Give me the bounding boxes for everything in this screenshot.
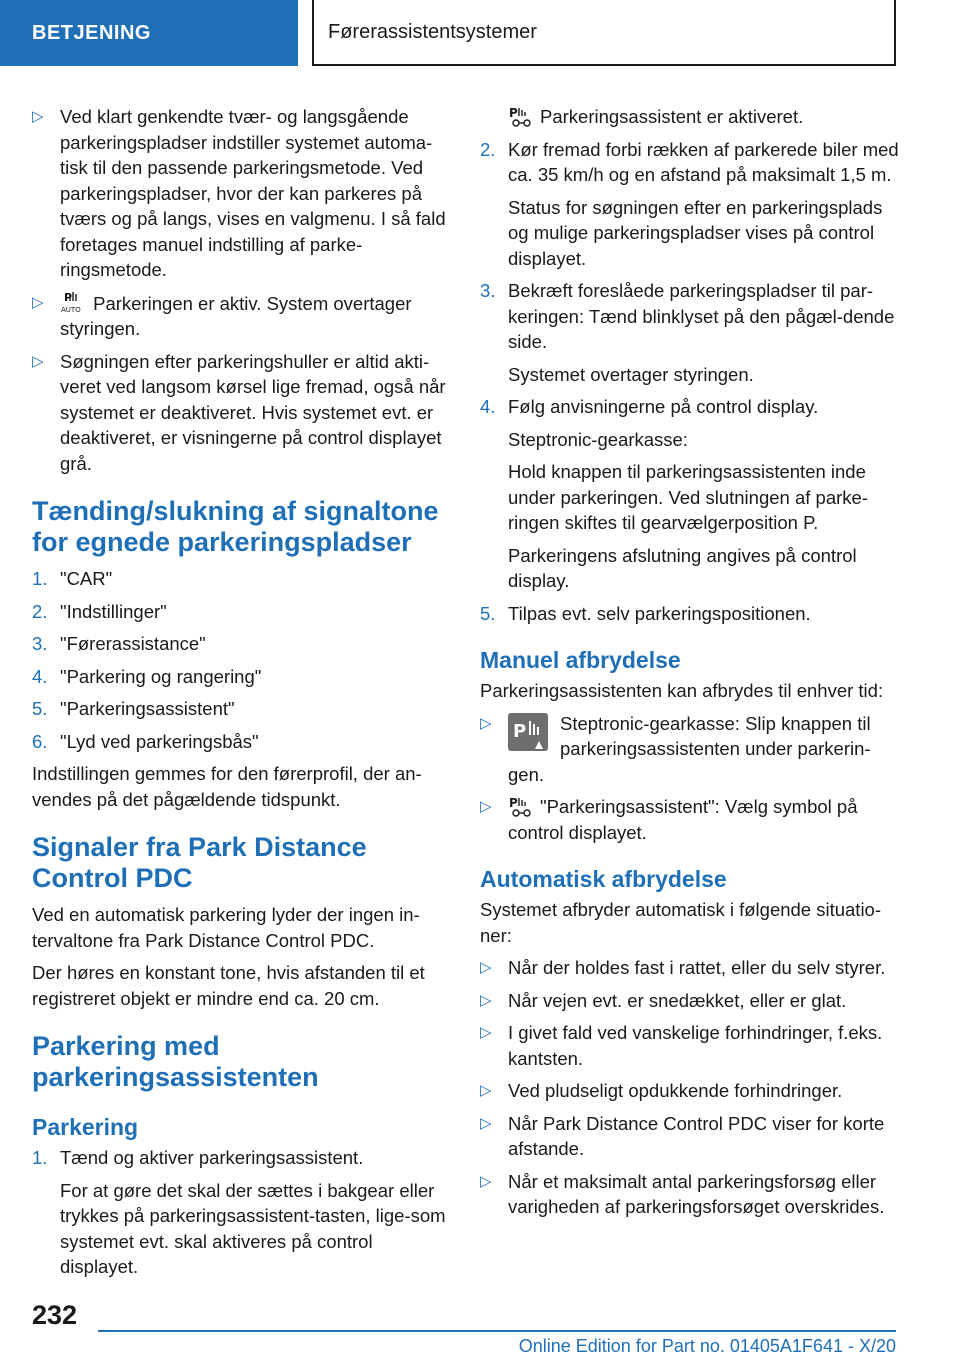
step-detail: Status for søgningen efter en parkeringsplads og mulige parkeringspladser vises på control displayet. [508, 196, 883, 269]
bullet-marker: ▷ [32, 352, 44, 370]
list-item [480, 1078, 900, 1104]
step-item [480, 394, 900, 420]
bullet-marker: ▷ [480, 714, 492, 732]
signal-note: Indstillingen gemmes for den førerprofil, der an-vendes på det pågældende tidspunkt. [32, 763, 422, 810]
step-detail: Parkeringens afslutning angives på control display. [508, 544, 857, 591]
parking-auto-icon [60, 290, 82, 314]
bullet-marker: ▷ [480, 1114, 492, 1132]
step-number: 6. [32, 730, 48, 752]
list-item [480, 1020, 900, 1071]
step-number: 1. [32, 1147, 48, 1168]
step-text: "Parkering og rangering" [60, 665, 262, 687]
step-text: Tænd og aktiver parkeringsassistent. [60, 1147, 364, 1168]
svg-text:P: P [509, 106, 518, 120]
bullet-text: Søgningen efter parkeringshuller er altid akti-veret ved langsom kørsel lige fremad, også når systemet er deaktiveret. Hvis systemet evt. er deaktiveret, er visningerne på control displayet grå. [60, 350, 446, 474]
step-number: 5. [480, 602, 496, 624]
bullet-text: Når Park Distance Control PDC viser for korte afstande. [508, 1112, 885, 1159]
manual-intro: Parkeringsassistenten kan afbrydes til enhver tid: [480, 680, 884, 701]
bullet-marker: ▷ [480, 798, 492, 815]
step-detail: For at gøre det skal der sættes i bakgear eller trykkes på parkeringsassistent-tasten, lige-som systemet evt. skal aktiveres på control displayet. [60, 1179, 446, 1277]
list-item [32, 104, 450, 283]
bullet-text-tail: gen. [508, 763, 545, 785]
section-tab [0, 0, 298, 66]
signal-heading: Tænding/slukning af signaltone for egnede parkeringspladser [32, 496, 439, 557]
step-text: Kør fremad forbi rækken af parkerede biler med ca. 35 km/h og en afstand på maksimalt 1,5 m. [508, 138, 899, 185]
section-label: BETJENING [32, 21, 151, 44]
step-detail: Systemet overtager styringen. [508, 363, 754, 385]
bullet-text: Steptronic-gearkasse: Slip knappen til parkeringsassistenten under parkerin- [560, 712, 871, 759]
footer-divider [98, 1330, 896, 1332]
step-item [32, 729, 450, 755]
parking-button-icon [508, 713, 548, 751]
svg-text:P: P [513, 720, 527, 742]
bullet-marker: ▷ [480, 1082, 492, 1099]
bullet-marker: ▷ [32, 293, 44, 311]
bullet-text: Når vejen evt. er snedækket, eller er glat. [508, 989, 847, 1011]
step-text: Tilpas evt. selv parkeringspositionen. [508, 602, 811, 624]
auto-intro: Systemet afbryder automatisk i følgende situatio-ner: [480, 899, 882, 946]
chapter-title: Førerassistentsystemer [328, 20, 537, 43]
step-number: 4. [480, 396, 496, 417]
step-detail: Steptronic-gearkasse: [508, 428, 688, 450]
step-text: "Førerassistance" [60, 633, 206, 654]
auto-heading: Automatisk afbrydelse [480, 866, 727, 892]
parking-assist-icon [508, 795, 534, 817]
right-column [480, 104, 900, 1227]
step-text: Bekræft foreslåede parkeringspladser til par-keringen: Tænd blinklyset på den pågæl-dende side. [508, 280, 895, 352]
manual-heading: Manuel afbrydelse [480, 647, 681, 673]
activated-note [480, 104, 900, 130]
bullet-marker: ▷ [480, 991, 492, 1009]
bullet-marker: ▷ [480, 1172, 492, 1190]
bullet-text: Ved klart genkendte tvær- og langsgående parkeringspladser indstiller systemet automa-tisk til den passende parkeringsmetode. Ved parkeringspladser, hvor der kan parkeres på tværs og på langs, vises en valgmenu. I så fald foretages manuel indstilling af parke-ringsmetode. [60, 106, 446, 280]
step-item [32, 1145, 450, 1171]
step-number: 3. [32, 633, 48, 654]
pdc-paragraph: Der høres en konstant tone, hvis afstanden til et registreret objekt er mindre end ca. 20 cm. [32, 962, 425, 1009]
svg-text:P: P [64, 290, 73, 304]
step-text: Følg anvisningerne på control display. [508, 396, 819, 417]
list-item [480, 988, 900, 1014]
pdc-heading: Signaler fra Park Distance Control PDC [32, 832, 367, 893]
bullet-text: Ved pludseligt opdukkende forhindringer. [508, 1080, 843, 1101]
bullet-text: Når et maksimalt antal parkeringsforsøg eller varigheden af parkeringsforsøget overskrides. [508, 1170, 885, 1217]
list-item [480, 1111, 900, 1162]
bullet-marker: ▷ [480, 1024, 492, 1041]
step-item [32, 631, 450, 657]
svg-text:AUTO: AUTO [61, 305, 81, 314]
step-text: "Lyd ved parkeringsbås" [60, 730, 259, 752]
activated-text: Parkeringsassistent er aktiveret. [540, 106, 804, 127]
footer-edition: Online Edition for Part no. 01405A1F641 - X/20 [518, 1336, 896, 1356]
svg-text:P: P [509, 796, 518, 810]
step-number: 2. [480, 138, 496, 160]
step-number: 2. [32, 600, 48, 622]
step-item [480, 137, 900, 188]
bullet-text: I givet fald ved vanskelige forhindringer, f.eks. kantsten. [508, 1022, 883, 1069]
bullet-marker: ▷ [32, 108, 44, 125]
step-number: 4. [32, 665, 48, 687]
assist-heading: Parkering med parkeringsassistenten [32, 1031, 319, 1092]
step-item [32, 566, 450, 592]
step-item [480, 278, 900, 355]
bullet-text: Parkeringen er aktiv. System overtager styringen. [60, 292, 412, 339]
step-number: 1. [32, 568, 48, 589]
list-item [480, 794, 900, 845]
list-item [480, 1169, 900, 1220]
step-detail: Hold knappen til parkeringsassistenten inde under parkeringen. Ved slutningen af parke-ringen skiftes til gearvælgerposition P. [508, 461, 868, 533]
bullet-text: Når der holdes fast i rattet, eller du selv styrer. [508, 957, 886, 978]
step-item [480, 601, 900, 627]
step-text: "CAR" [60, 568, 113, 589]
step-number: 3. [480, 280, 496, 301]
chapter-header [312, 0, 896, 66]
list-item [480, 711, 900, 788]
page-number: 232 [32, 1300, 78, 1330]
step-item [32, 599, 450, 625]
step-item [32, 696, 450, 722]
step-number: 5. [32, 698, 48, 719]
bullet-text: "Parkeringsassistent": Vælg symbol på control displayet. [508, 796, 858, 843]
left-column [32, 104, 450, 1287]
parking-subheading: Parkering [32, 1114, 139, 1140]
list-item [480, 955, 900, 981]
list-item [32, 349, 450, 477]
list-item [32, 290, 450, 342]
bullet-marker: ▷ [480, 959, 492, 976]
pdc-paragraph: Ved en automatisk parkering lyder der ingen in-tervaltone fra Park Distance Control PDC. [32, 904, 420, 951]
step-text: "Parkeringsassistent" [60, 698, 235, 719]
parking-assist-icon [508, 105, 534, 127]
step-item [32, 664, 450, 690]
step-text: "Indstillinger" [60, 600, 167, 622]
